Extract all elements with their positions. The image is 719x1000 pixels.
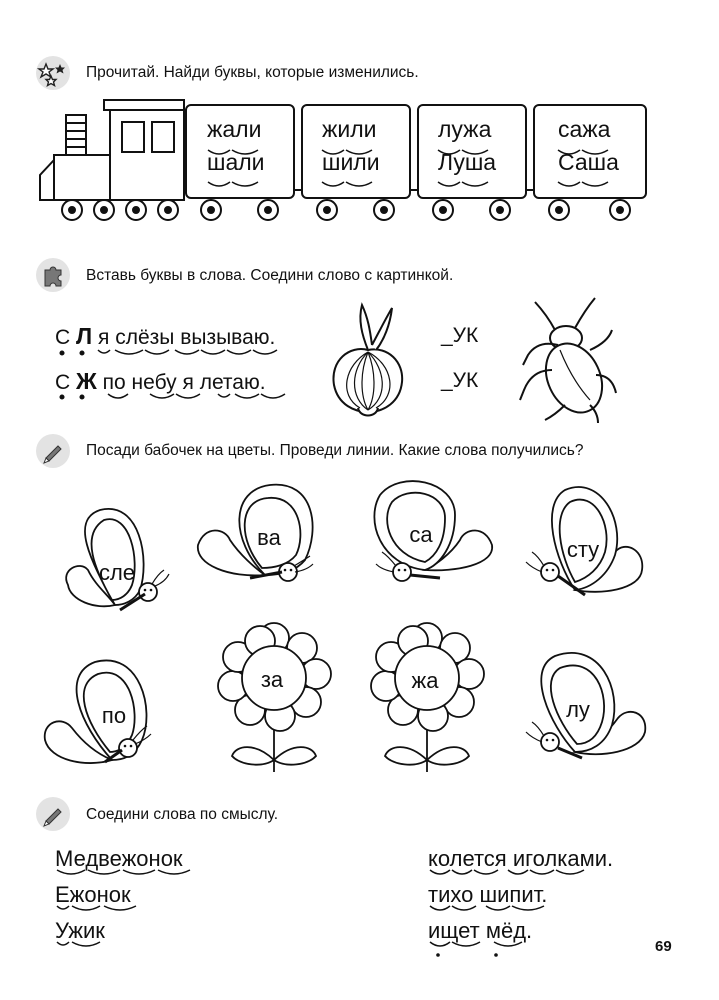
car-4-bottom-word: Саша: [558, 149, 619, 175]
butterfly-1-syllable: сле: [98, 560, 136, 585]
task-3-instruction: Посади бабочек на цветы. Проведи линии. Какие слова получились?: [86, 442, 584, 459]
flower-1: [214, 630, 334, 780]
page-number: 69: [655, 938, 672, 955]
riddle-1-start: С: [55, 326, 71, 349]
riddle-2-start: С: [55, 371, 71, 394]
butterfly-6-syllable: лу: [566, 697, 590, 722]
flower-1-syllable: за: [260, 667, 284, 692]
fill-word-2: _УК: [441, 369, 479, 392]
left-word-2: Ежонок: [55, 882, 131, 907]
pencil-icon: [36, 797, 70, 831]
car-2-bottom-word: шили: [322, 149, 380, 175]
butterfly-3-syllable: са: [409, 522, 433, 547]
car-1-bottom-word: шали: [207, 149, 265, 175]
right-phrase-3: ищет мёд.: [428, 918, 533, 943]
task-4-syllable-arcs: [55, 865, 615, 975]
fill-word-1: _УК: [441, 324, 479, 347]
pencil-icon: [36, 434, 70, 468]
butterfly-2-syllable: ва: [257, 525, 281, 550]
riddle-syllable-arcs: [55, 340, 315, 420]
car-2-top-word: жили: [322, 116, 377, 142]
beetle-picture: [515, 295, 625, 425]
car-4-top-word: сажа: [558, 116, 611, 142]
riddle-2-letter: Ж: [76, 368, 97, 394]
flower-2-syllable: жа: [411, 668, 439, 693]
right-phrase-1: колется иголками.: [428, 846, 614, 871]
riddle-1-letter: Л: [76, 323, 93, 349]
task-1-instruction: Прочитай. Найди буквы, которые изменились.: [86, 64, 419, 81]
task-2-instruction: Вставь буквы в слова. Соедини слово с картинкой.: [86, 267, 454, 284]
riddle-2-rest: по небу я летаю.: [102, 371, 266, 394]
left-word-1: Медвежонок: [55, 846, 183, 871]
car-3-bottom-word: Луша: [438, 149, 497, 175]
task-4-instruction: Соедини слова по смыслу.: [86, 806, 279, 823]
stars-icon: [36, 56, 70, 90]
left-word-3: Ужик: [55, 918, 105, 943]
puzzle-icon: [36, 258, 70, 292]
right-phrase-2: тихо шипит.: [428, 882, 548, 907]
car-1-top-word: жали: [207, 116, 262, 142]
flower-2: [368, 630, 488, 780]
car-3-top-word: лужа: [438, 116, 492, 142]
butterfly-5-syllable: по: [101, 703, 127, 728]
butterfly-4-syllable: сту: [566, 537, 600, 562]
riddle-1-rest: я слёзы вызываю.: [98, 326, 276, 349]
onion-picture: [330, 300, 410, 420]
